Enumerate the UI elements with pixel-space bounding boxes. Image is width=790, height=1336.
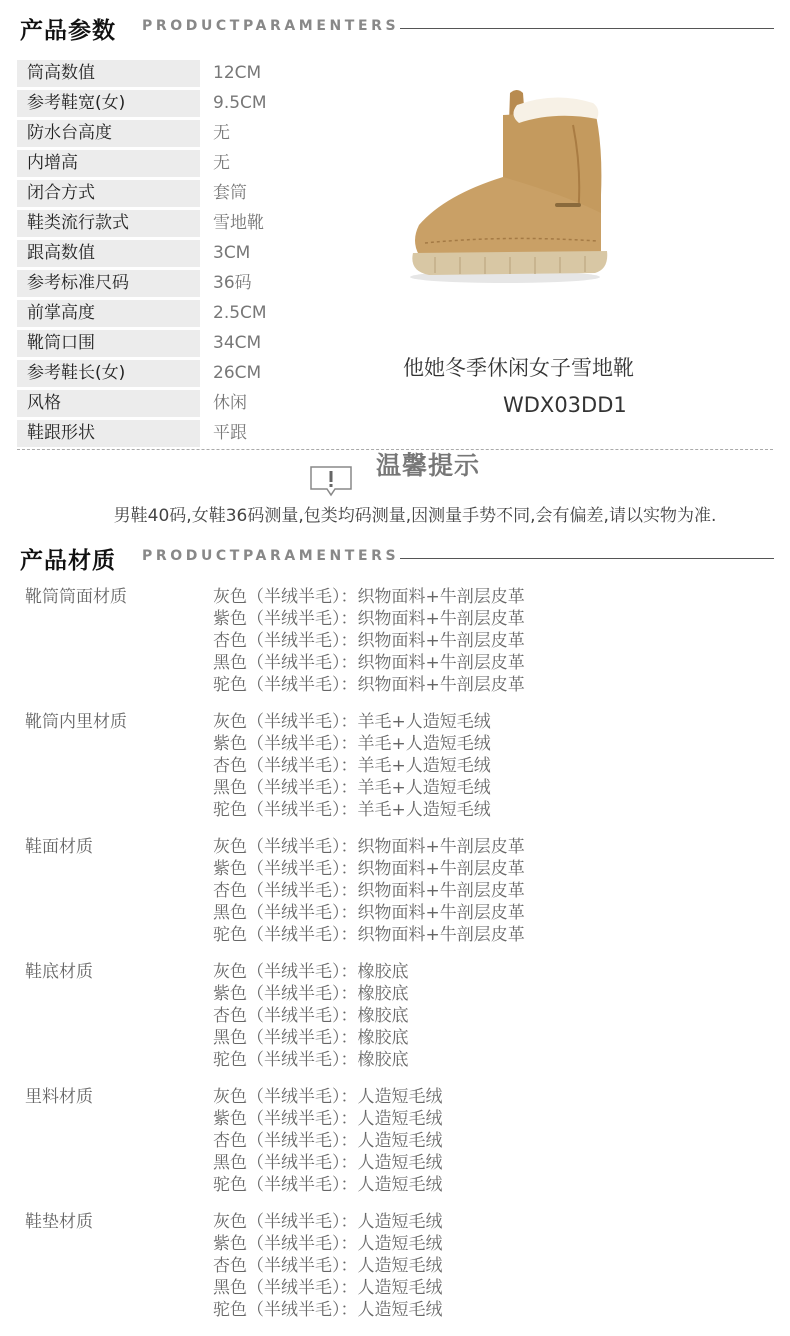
material-line: 杏色（半绒半毛）：织物面料+牛剖层皮革 (213, 881, 525, 901)
param-label: 鞋跟形状 (17, 420, 200, 447)
exclamation-bubble-icon (309, 465, 353, 497)
section-title: 产品参数 (20, 18, 116, 44)
material-group (25, 836, 765, 961)
material-label: 靴筒筒面材质 (25, 587, 127, 607)
param-value: 无 (213, 153, 230, 173)
material-group (25, 586, 765, 711)
param-value: 26CM (213, 363, 262, 383)
material-line: 驼色（半绒半毛）：橡胶底 (213, 1050, 409, 1070)
param-value: 雪地靴 (213, 213, 264, 233)
param-value: 9.5CM (213, 93, 267, 113)
param-row (17, 270, 397, 300)
material-line: 杏色（半绒半毛）：织物面料+牛剖层皮革 (213, 631, 525, 651)
section-header-materials (20, 536, 774, 576)
material-label: 里料材质 (25, 1087, 93, 1107)
material-line: 紫色（半绒半毛）：织物面料+牛剖层皮革 (213, 859, 525, 879)
material-line: 驼色（半绒半毛）：人造短毛绒 (213, 1175, 443, 1195)
material-line: 灰色（半绒半毛）：羊毛+人造短毛绒 (213, 712, 491, 732)
material-line: 紫色（半绒半毛）：羊毛+人造短毛绒 (213, 734, 491, 754)
param-value: 3CM (213, 243, 251, 263)
param-label: 参考鞋宽(女) (17, 90, 200, 117)
param-label: 内增高 (17, 150, 200, 177)
material-line: 黑色（半绒半毛）：橡胶底 (213, 1028, 409, 1048)
param-table (17, 60, 397, 450)
product-name: 他她冬季休闲女子雪地靴 (403, 356, 634, 380)
param-value: 休闲 (213, 393, 247, 413)
material-lines (213, 1086, 443, 1196)
param-value: 36码 (213, 273, 252, 293)
material-line: 杏色（半绒半毛）：人造短毛绒 (213, 1256, 443, 1276)
param-row (17, 90, 397, 120)
product-code: WDX03DD1 (503, 393, 627, 417)
param-row (17, 300, 397, 330)
section-subtitle: PRODUCTPARAMENTERS (142, 18, 400, 34)
param-label: 风格 (17, 390, 200, 417)
section-subtitle: PRODUCTPARAMENTERS (142, 548, 400, 564)
param-label: 筒高数值 (17, 60, 200, 87)
material-group (25, 711, 765, 836)
material-line: 杏色（半绒半毛）：羊毛+人造短毛绒 (213, 756, 491, 776)
param-label: 前掌高度 (17, 300, 200, 327)
material-line: 驼色（半绒半毛）：织物面料+牛剖层皮革 (213, 675, 525, 695)
param-value: 2.5CM (213, 303, 267, 323)
param-row (17, 120, 397, 150)
param-row (17, 420, 397, 450)
param-row (17, 240, 397, 270)
material-line: 黑色（半绒半毛）：羊毛+人造短毛绒 (213, 778, 491, 798)
param-value: 34CM (213, 333, 262, 353)
param-row (17, 360, 397, 390)
material-lines (213, 836, 525, 946)
material-line: 黑色（半绒半毛）：织物面料+牛剖层皮革 (213, 653, 525, 673)
param-label: 参考鞋长(女) (17, 360, 200, 387)
material-lines (213, 586, 525, 696)
material-line: 杏色（半绒半毛）：橡胶底 (213, 1006, 409, 1026)
material-line: 灰色（半绒半毛）：人造短毛绒 (213, 1087, 443, 1107)
tip-title: 温馨提示 (376, 451, 481, 480)
material-line: 灰色（半绒半毛）：织物面料+牛剖层皮革 (213, 587, 525, 607)
material-label: 鞋垫材质 (25, 1212, 93, 1232)
param-label: 鞋类流行款式 (17, 210, 200, 237)
material-group (25, 1211, 765, 1336)
material-line: 驼色（半绒半毛）：羊毛+人造短毛绒 (213, 800, 491, 820)
param-label: 参考标准尺码 (17, 270, 200, 297)
param-row (17, 390, 397, 420)
section-header-params (20, 6, 774, 46)
param-value: 无 (213, 123, 230, 143)
param-row (17, 330, 397, 360)
param-value: 12CM (213, 63, 262, 83)
material-lines (213, 961, 409, 1071)
section-title: 产品材质 (20, 548, 116, 574)
tip-text: 男鞋40码,女鞋36码测量,包类均码测量,因测量手势不同,会有偏差,请以实物为准. (113, 506, 717, 526)
material-line: 杏色（半绒半毛）：人造短毛绒 (213, 1131, 443, 1151)
param-label: 靴筒口围 (17, 330, 200, 357)
material-label: 鞋面材质 (25, 837, 93, 857)
param-value: 平跟 (213, 423, 247, 443)
section-divider (400, 28, 774, 29)
material-line: 灰色（半绒半毛）：织物面料+牛剖层皮革 (213, 837, 525, 857)
param-row (17, 210, 397, 240)
param-value: 套筒 (213, 183, 247, 203)
param-row (17, 60, 397, 90)
material-line: 紫色（半绒半毛）：织物面料+牛剖层皮革 (213, 609, 525, 629)
material-group (25, 1086, 765, 1211)
material-line: 灰色（半绒半毛）：橡胶底 (213, 962, 409, 982)
material-group (25, 961, 765, 1086)
section-divider (400, 558, 774, 559)
material-lines (213, 1211, 443, 1321)
material-line: 黑色（半绒半毛）：织物面料+牛剖层皮革 (213, 903, 525, 923)
material-line: 紫色（半绒半毛）：人造短毛绒 (213, 1109, 443, 1129)
material-line: 灰色（半绒半毛）：人造短毛绒 (213, 1212, 443, 1232)
param-row (17, 150, 397, 180)
param-row (17, 180, 397, 210)
param-label: 跟高数值 (17, 240, 200, 267)
material-label: 鞋底材质 (25, 962, 93, 982)
materials-list (25, 586, 765, 1336)
snow-boot-image (405, 85, 615, 290)
material-line: 驼色（半绒半毛）：人造短毛绒 (213, 1300, 443, 1320)
param-label: 闭合方式 (17, 180, 200, 207)
material-line: 驼色（半绒半毛）：织物面料+牛剖层皮革 (213, 925, 525, 945)
material-line: 紫色（半绒半毛）：橡胶底 (213, 984, 409, 1004)
material-line: 黑色（半绒半毛）：人造短毛绒 (213, 1153, 443, 1173)
material-label: 靴筒内里材质 (25, 712, 127, 732)
material-line: 紫色（半绒半毛）：人造短毛绒 (213, 1234, 443, 1254)
material-line: 黑色（半绒半毛）：人造短毛绒 (213, 1278, 443, 1298)
param-label: 防水台高度 (17, 120, 200, 147)
material-lines (213, 711, 491, 821)
